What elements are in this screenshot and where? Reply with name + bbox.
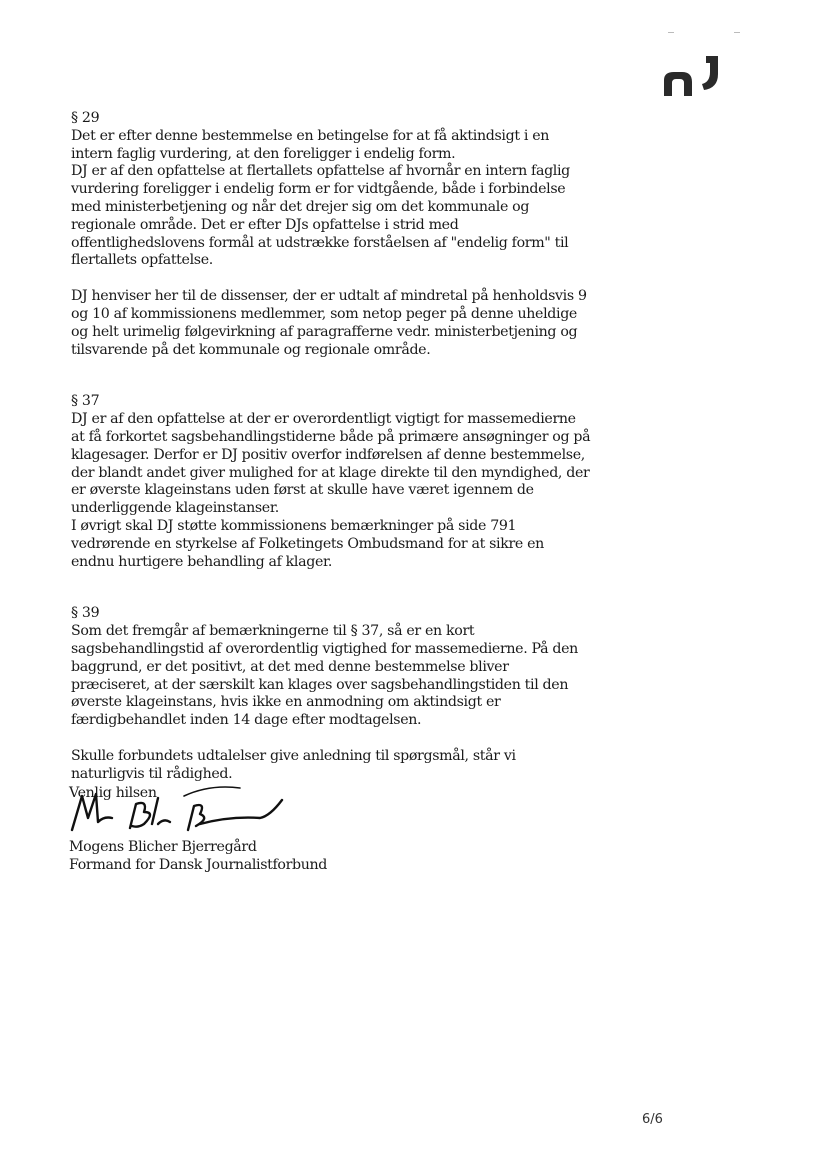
paragraph: Det er efter denne bestemmelse en betingelse for at få aktindsigt i en intern faglig vurdering, at den foreligger i endelig form.	[71, 127, 550, 162]
dj-logo	[660, 52, 726, 100]
section-heading: § 37	[71, 393, 100, 410]
scan-speck	[734, 32, 740, 33]
handwritten-signature	[60, 778, 300, 838]
signer-name: Mogens Blicher Bjerregård	[69, 838, 257, 855]
paragraph: I øvrigt skal DJ støtte kommissionens bemærkninger på side 791 vedrørende en styrkelse af Folketingets Ombudsmand for at sikre en endnu hurtigere behandling af klager.	[71, 517, 544, 570]
section-heading: § 39	[71, 605, 100, 622]
paragraph: DJ er af den opfattelse at flertallets opfattelse af hvornår en intern faglig vurdering foreligger i endelig form er for vidtgående, både i forbindelse med ministerbetjening og når det drejer sig om det kommunale og regionale område. Det er efter DJs opfattelse i strid med offentlighedslovens formål at udstrække forståelsen af "endelig form" til flertallets opfattelse.	[71, 163, 570, 269]
closing-greeting: Venlig hilsen	[69, 785, 157, 801]
page-number: 6/6	[642, 1112, 663, 1127]
signer-title: Formand for Dansk Journalistforbund	[69, 856, 328, 873]
letter-body	[71, 110, 591, 784]
paragraph: DJ er af den opfattelse at der er overordentligt vigtigt for massemedierne at få forkortet sagsbehandlingstiderne både på primære ansøgninger og på klagesager. Derfor er DJ positiv overfor indførelsen af denne bestemmelse, der blandt andet giver mulighed for at klage direkte til den myndighed, der er øverste klageinstans uden først at skulle have været igennem de underliggende klageinstanser.	[71, 411, 591, 517]
paragraph: Som det fremgår af bemærkningerne til § 37, så er en kort sagsbehandlingstid af overordentlig vigtighed for massemedierne. På den baggrund, er det positivt, at det med denne bestemmelse bliver præciseret, at der særskilt kan klages over sagsbehandlingstiden til den øverste klageinstans, hvis ikke en anmodning om aktindsigt er færdigbehandlet inden 14 dage efter modtagelsen.	[71, 623, 578, 729]
section-heading: § 29	[71, 110, 100, 126]
paragraph: Skulle forbundets udtalelser give anledning til spørgsmål, står vi naturligvis til rådighed.	[71, 747, 516, 782]
paragraph: DJ henviser her til de dissenser, der er udtalt af mindretal på henholdsvis 9 og 10 af kommissionens medlemmer, som netop peger på denne uheldige og helt urimelig følgevirkning af paragrafferne vedr. ministerbetjening og tilsvarende på det kommunale og regionale område.	[71, 288, 587, 358]
scan-speck	[668, 32, 674, 33]
